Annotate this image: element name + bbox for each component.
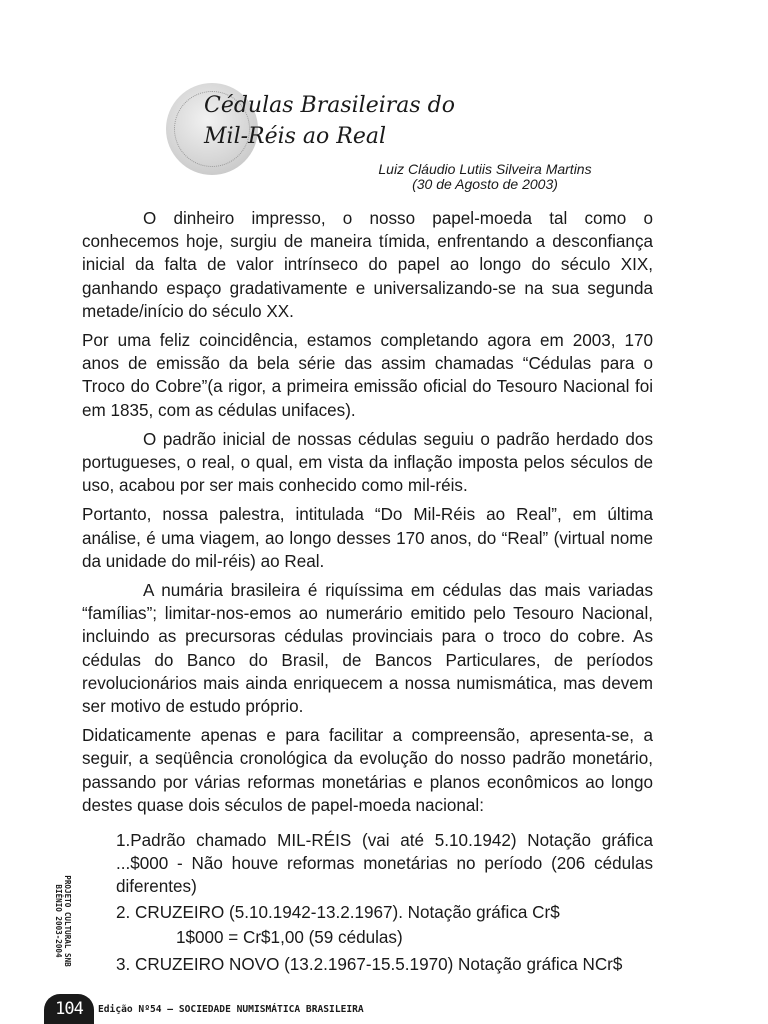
article-date: (30 de Agosto de 2003) (412, 176, 558, 192)
paragraph: O padrão inicial de nossas cédulas seguiu o padrão herdado dos portugueses, o real, o qual, em vista da inflação imposta pelos séculos de uso, acabou por ser mais conhecido como mil-réis. (82, 429, 653, 496)
title-line-2: Mil-Réis ao Real (204, 124, 387, 149)
list-item: 2. CRUZEIRO (5.10.1942-13.2.1967). Notação gráfica Cr$ (116, 902, 560, 922)
side-caption-line-1: PROJETO CULTURAL SNB (63, 875, 72, 967)
side-caption-line-2: BIÊNIO 2003-2004 (54, 884, 63, 958)
monetary-standards-list (82, 829, 653, 976)
paragraph: Portanto, nossa palestra, intitulada “Do Mil-Réis ao Real”, em última análise, é uma viagem, ao longo desses 170 anos, do “Real” (virtual nome da unidade do mil-réis) ao Real. (82, 505, 653, 571)
page-number: 104 (44, 994, 94, 1024)
article-title (204, 90, 455, 152)
side-caption (50, 862, 76, 980)
footer-text: Edição Nº54 – SOCIEDADE NUMISMÁTICA BRASILEIRA (98, 1004, 364, 1015)
list-item-note: 1$000 = Cr$1,00 (59 cédulas) (176, 927, 403, 947)
paragraph: Didaticamente apenas e para facilitar a compreensão, apresenta-se, a seguir, a seqüência cronológica da evolução do nosso padrão monetário, passando por várias reformas monetárias e planos econômicos ao longo destes quase dois séculos de papel-moeda nacional: (82, 726, 653, 815)
article-body (82, 207, 653, 978)
list-item: 3. CRUZEIRO NOVO (13.2.1967-15.5.1970) Notação gráfica NCr$ (116, 955, 623, 975)
paragraph: Por uma feliz coincidência, estamos completando agora em 2003, 170 anos de emissão da bela série das assim chamadas “Cédulas para o Troco do Cobre”(a rigor, a primeira emissão oficial do Tesouro Nacional foi em 1835, com as cédulas unifaces). (82, 331, 653, 420)
paragraph: O dinheiro impresso, o nosso papel-moeda tal como o conhecemos hoje, surgiu de maneira tímida, enfrentando a desconfiança inicial da falta de valor intrínseco do papel ao longo do século XIX, ganhando espaço gradativamente e universalizando-se na sua segunda metade/início do século XX. (82, 209, 653, 321)
byline (340, 162, 630, 192)
list-item: 1.Padrão chamado MIL-RÉIS (vai até 5.10.1942) Notação gráfica ...$000 - Não houve reformas monetárias no período (206 cédulas diferentes) (116, 831, 653, 897)
title-line-1: Cédulas Brasileiras do (204, 93, 456, 118)
paragraph: A numária brasileira é riquíssima em cédulas das mais variadas “famílias”; limitar-nos-emos ao numerário emitido pelo Tesouro Nacional, incluindo as precursoras cédulas provinciais para o troco do cobre. As cédulas do Banco do Brasil, de Bancos Particulares, de períodos revolucionários mais ainda enriquecem a nossa numismática, mas devem ser motivo de estudo próprio. (82, 581, 653, 717)
author-name: Luiz Cláudio Lutiis Silveira Martins (378, 161, 592, 177)
